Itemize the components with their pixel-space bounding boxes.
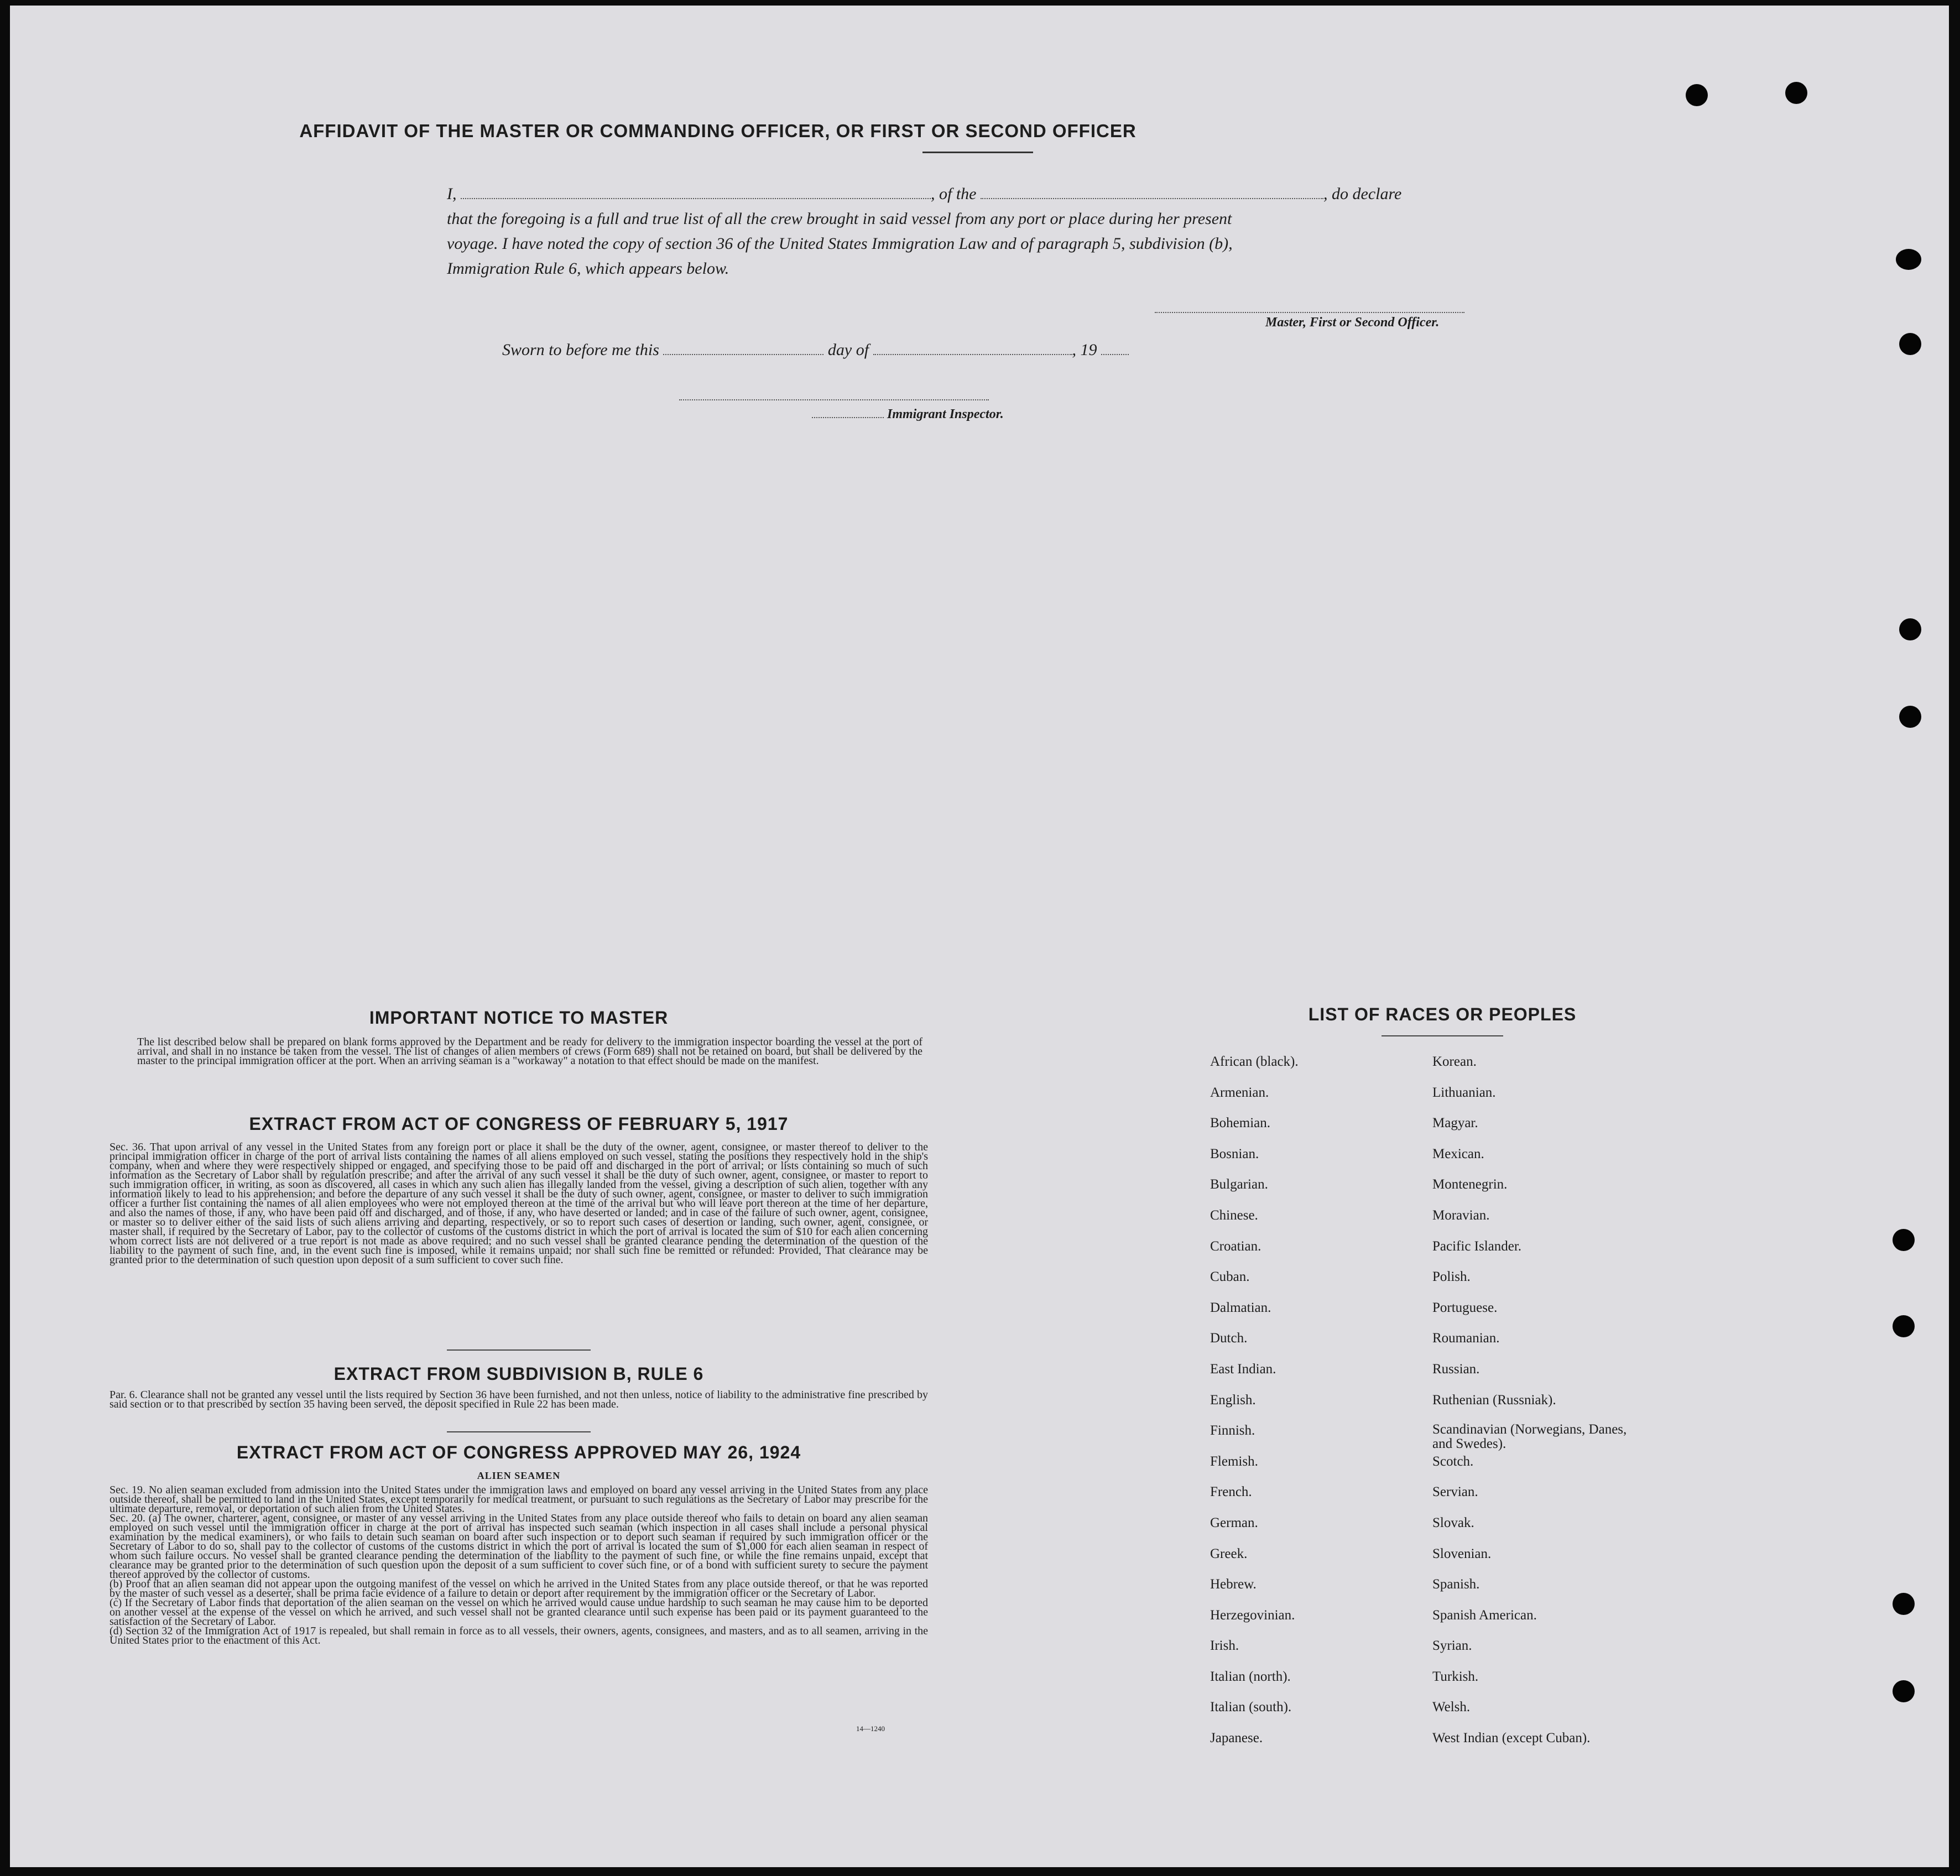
divider <box>447 1349 591 1351</box>
extract3-sec19: Sec. 19. No alien seaman excluded from admission into the United States under the immigration laws and employed on board any vessel arriving in the United States from any place outside thereof, shall be permitted to land in the United States, except temporarily for medical treatment, or pursuant to such regulations as the Secretary of Labor may prescribe for the ultimate departure, removal, or deportation of such alien from the United States. <box>110 1484 928 1515</box>
inspector-label: Immigrant Inspector. <box>887 407 1004 421</box>
race-item: Servian. <box>1432 1484 1478 1500</box>
race-item: Scotch. <box>1432 1453 1474 1469</box>
extract3-subtitle: ALIEN SEAMEN <box>477 1470 561 1481</box>
document-page <box>10 6 1949 1867</box>
race-item: Polish. <box>1432 1269 1471 1285</box>
race-item: Bohemian. <box>1210 1116 1271 1131</box>
race-item: Armenian. <box>1210 1085 1269 1100</box>
punch-hole <box>1893 1680 1915 1702</box>
affidavit-line-1 <box>447 181 1401 206</box>
notice-title: IMPORTANT NOTICE TO MASTER <box>369 1008 669 1028</box>
race-item: Croatian. <box>1210 1238 1262 1254</box>
race-item: Mexican. <box>1432 1146 1484 1161</box>
races-title: LIST OF RACES OR PEOPLES <box>1308 1004 1577 1024</box>
race-item: Japanese. <box>1210 1731 1263 1746</box>
race-item: Korean. <box>1432 1054 1477 1069</box>
race-item: Portuguese. <box>1432 1300 1498 1315</box>
affidavit-line-4: Immigration Rule 6, which appears below. <box>447 259 729 278</box>
race-item: Russian. <box>1432 1361 1480 1377</box>
race-item: Spanish. <box>1432 1577 1480 1592</box>
race-item: Ruthenian (Russniak). <box>1432 1392 1556 1408</box>
punch-hole <box>1785 82 1807 104</box>
extract3-sec20b: (b) Proof that an alien seaman did not appear upon the outgoing manifest of the vessel on which he arrived in the United States from any place outside thereof, or that he was reported by the master of such vessel as a deserter, shall be prima facie evidence of a failure to detain or deport after requirement by the immigration officer or the Secretary of Labor. <box>110 1578 928 1599</box>
divider <box>922 152 1033 153</box>
punch-hole <box>1893 1593 1915 1615</box>
year-blank[interactable] <box>1101 341 1129 355</box>
race-item: African (black). <box>1210 1054 1299 1069</box>
race-item: Welsh. <box>1432 1700 1471 1715</box>
divider <box>447 1431 591 1432</box>
extract3-body <box>110 1486 928 1645</box>
race-item: Magyar. <box>1432 1116 1478 1131</box>
punch-hole <box>1896 249 1921 270</box>
extract1-text: Sec. 36. That upon arrival of any vessel in the United States from any foreign port or place it shall be the duty of the owner, agent, consignee, or master thereof to deliver to the principal immigration officer in charge of the port of arrival lists containing the names of all aliens employed on such vessel, stating the positions they respectively hold in the ship's company, when and where they were respectively shipped or engaged, and specifying those to be paid off and discharged in the port of arrival; or lists containing so much of such information as the Secretary of Labor shall by regulation prescribe; and after the arrival of any such vessel it shall be the duty of such owner, agent, consignee, or master to report to such immigration officer, in writing, as soon as discovered, all cases in which any such alien has illegally landed from the vessel, giving a description of such alien, together with any information likely to lead to his apprehension; and before the departure of any such vessel it shall be the duty of such owner, agent, consignee, or master to deliver to such immigration officer a further list containing the names of all alien employees who were not employed thereon at the time of the arrival but who will leave port thereon at the time of her departure, and also the names of those, if any, who have been paid off and discharged, and of those, if any, who have deserted or landed; and in case of the failure of such owner, agent, consignee, or master so to deliver either of the said lists of such aliens arriving and departing, respectively, or so to report such cases of desertion or landing, such owner, agent, consignee, or master shall, if required by the Secretary of Labor, pay to the collector of customs of the customs district in which the port of arrival is located the sum of $10 for each alien concerning whom correct lists are not delivered or a true report is not made as above required; and no such vessel shall be granted clearance pending the determination of the question of the liability to the payment of such fine, and, in the event such fine is imposed, while it remains unpaid; nor shall such fine be remitted or refunded: Provided, That clearance may be granted prior to the determination of such question upon deposit of a sum sufficient to cover such fine. <box>110 1141 928 1266</box>
inspector-label-wrap <box>812 407 1004 422</box>
race-item: Cuban. <box>1210 1269 1250 1285</box>
divider <box>1382 1035 1503 1036</box>
month-blank[interactable] <box>873 341 1072 355</box>
race-item: Finnish. <box>1210 1423 1255 1439</box>
race-item: Chinese. <box>1210 1207 1258 1223</box>
affidavit-i: I, <box>447 185 457 203</box>
race-item: Moravian. <box>1432 1207 1490 1223</box>
race-item: Slovenian. <box>1432 1546 1492 1561</box>
race-item: Italian (north). <box>1210 1669 1291 1684</box>
race-item: Flemish. <box>1210 1453 1258 1469</box>
race-item: Roumanian. <box>1432 1331 1500 1346</box>
inspector-signature-blank[interactable] <box>679 386 989 400</box>
name-blank[interactable] <box>461 185 931 199</box>
race-item: English. <box>1210 1392 1256 1408</box>
race-item: Dalmatian. <box>1210 1300 1271 1315</box>
affidavit-title: AFFIDAVIT OF THE MASTER OR COMMANDING OFFICER, OR FIRST OR SECOND OFFICER <box>299 121 1137 141</box>
sworn-line <box>502 337 1129 362</box>
race-item: German. <box>1210 1515 1258 1530</box>
notice-text: The list described below shall be prepared on blank forms approved by the Department and be ready for delivery to the immigration inspector boarding the vessel at the port of arrival, and shall in no instance be taken from the vessel. The list of changes of alien members of crews (Form 689) shall not be retained on board, but shall be delivered by the master to the principal immigration officer at the port. When an arriving seaman is a "workaway" a notation to that effect should be made on the manifest. <box>137 1036 922 1067</box>
affidavit-of-the: , of the <box>931 185 977 203</box>
race-item: Scandinavian (Norwegians, Danes, and Swedes). <box>1432 1422 1627 1452</box>
race-item: Pacific Islander. <box>1432 1238 1522 1254</box>
punch-hole <box>1893 1229 1915 1251</box>
punch-hole <box>1686 84 1708 106</box>
race-item: Bulgarian. <box>1210 1177 1268 1192</box>
race-item: Bosnian. <box>1210 1146 1259 1161</box>
extract1-title: EXTRACT FROM ACT OF CONGRESS OF FEBRUARY 5, 1917 <box>249 1114 789 1134</box>
race-item: East Indian. <box>1210 1361 1276 1377</box>
form-number: 14—1240 <box>856 1724 885 1733</box>
punch-hole <box>1899 706 1921 728</box>
extract2-title: EXTRACT FROM SUBDIVISION B, RULE 6 <box>333 1364 704 1384</box>
inspector-leader <box>812 407 884 418</box>
day-of-text: day of <box>827 341 869 359</box>
race-item: Dutch. <box>1210 1331 1248 1346</box>
race-item: West Indian (except Cuban). <box>1432 1731 1591 1746</box>
extract3-sec20d: (d) Section 32 of the Immigration Act of 1917 is repealed, but shall remain in force as to all vessels, their owners, agents, consignees, and masters, and as to all seamen, arriving in the United States prior to the enactment of this Act. <box>110 1625 928 1646</box>
sworn-text: Sworn to before me this <box>502 341 659 359</box>
affidavit-line-2: that the foregoing is a full and true list of all the crew brought in said vessel from any port or place during her present <box>447 210 1232 228</box>
vessel-blank[interactable] <box>981 185 1323 199</box>
affidavit-do-declare: , do declare <box>1323 185 1402 203</box>
master-signature-blank[interactable] <box>1155 299 1464 313</box>
extract3-sec20c: (c) If the Secretary of Labor finds that deportation of the alien seaman on the vessel on which he arrived would cause undue hardship to such seaman he may cause him to be deported on another vessel at the expense of the vessel on which he arrived, and such vessel shall not be granted clearance until such expense has been paid or its payment guaranteed to the satisfaction of the Secretary of Labor. <box>110 1597 928 1628</box>
race-item: Montenegrin. <box>1432 1177 1508 1192</box>
race-item: Syrian. <box>1432 1638 1472 1654</box>
races-right-column <box>1432 1054 1637 1761</box>
extract2-text: Par. 6. Clearance shall not be granted any vessel until the lists required by Section 36 have been furnished, and not then unless, notice of liability to the administrative fine prescribed by said section or to that prescribed by section 35 having been served, the deposit specified in Rule 22 has been made. <box>110 1389 928 1410</box>
race-item: Lithuanian. <box>1432 1085 1496 1100</box>
race-item: Turkish. <box>1432 1669 1479 1684</box>
master-label: Master, First or Second Officer. <box>1265 315 1440 330</box>
year-text: , 19 <box>1072 341 1097 359</box>
race-item: Slovak. <box>1432 1515 1474 1530</box>
race-item: Greek. <box>1210 1546 1248 1561</box>
punch-hole <box>1899 618 1921 640</box>
race-item: Hebrew. <box>1210 1577 1257 1592</box>
race-item: Irish. <box>1210 1638 1239 1654</box>
day-blank[interactable] <box>663 341 823 355</box>
races-left-column <box>1210 1054 1299 1761</box>
punch-hole <box>1893 1315 1915 1337</box>
extract3-sec20a: Sec. 20. (a) The owner, charterer, agent, consignee, or master of any vessel arriving in the United States from any place outside thereof who fails to detain on board any alien seaman employed on such vessel until the immigration officer in charge at the port of arrival has inspected such seaman (which inspection in all cases shall include a personal physical examination by the medical examiners), or who fails to detain such seaman on board after such inspection or to deport such seaman if required by such immigration officer or the Secretary of Labor to do so, shall pay to the collector of customs of the customs district in which the port of arrival is located the sum of $1,000 for each alien seaman in respect of whom such failure occurs. No vessel shall be granted clearance pending the determination of the liability to the payment of such fine, or while the fine remains unpaid, except that clearance may be granted prior to the determination of such question upon the deposit of a sum sufficient to cover such fine, or of a bond with sufficient surety to secure the payment thereof approved by the collector of customs. <box>110 1512 928 1581</box>
affidavit-line-3: voyage. I have noted the copy of section 36 of the United States Immigration Law and of paragraph 5, subdivision (b), <box>447 234 1233 253</box>
punch-hole <box>1899 333 1921 355</box>
extract3-title: EXTRACT FROM ACT OF CONGRESS APPROVED MAY 26, 1924 <box>236 1442 801 1462</box>
race-item: French. <box>1210 1484 1252 1500</box>
race-item: Herzegovinian. <box>1210 1607 1295 1623</box>
race-item: Spanish American. <box>1432 1607 1537 1623</box>
race-item: Italian (south). <box>1210 1700 1292 1715</box>
